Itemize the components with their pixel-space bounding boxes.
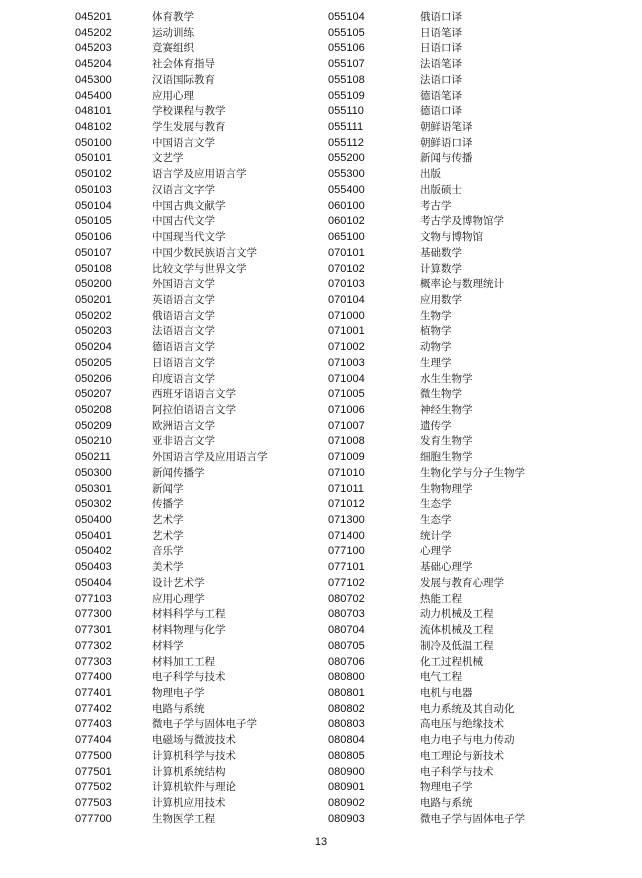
subject-name: 中国少数民族语言文学 — [152, 246, 257, 259]
subject-code: 050204 — [75, 341, 112, 354]
subject-name: 电工理论与新技术 — [420, 749, 504, 762]
subject-code: 077404 — [75, 734, 112, 747]
subject-name: 应用心理 — [152, 89, 194, 102]
subject-code: 077500 — [75, 749, 112, 762]
subject-code: 065100 — [328, 231, 365, 244]
subject-name: 计算机系统结构 — [152, 765, 226, 778]
subject-name: 神经生物学 — [420, 404, 473, 416]
subject-name: 外国语言文学 — [152, 278, 215, 291]
subject-name: 中国现当代文学 — [152, 231, 226, 244]
subject-name: 文艺学 — [152, 152, 184, 165]
subject-name: 计算机应用技术 — [152, 797, 226, 809]
subject-code: 077403 — [75, 718, 112, 731]
subject-name: 生态学 — [420, 498, 452, 511]
subject-name: 概率论与数理统计 — [420, 278, 504, 291]
subject-name: 体育教学 — [152, 11, 194, 23]
subject-name: 新闻与传播 — [420, 152, 473, 165]
subject-code: 080900 — [328, 765, 365, 778]
subject-name: 考古学 — [420, 199, 452, 212]
subject-name: 美术学 — [152, 561, 184, 574]
subject-code: 077502 — [75, 781, 112, 794]
subject-code: 071004 — [328, 372, 365, 385]
subject-code: 070102 — [328, 262, 365, 275]
subject-code: 055200 — [328, 152, 365, 165]
subject-code: 055109 — [328, 89, 365, 102]
subject-name: 生态学 — [420, 514, 452, 527]
subject-code: 045201 — [75, 11, 112, 23]
subject-code: 050207 — [75, 388, 112, 401]
subject-code: 080705 — [328, 639, 365, 652]
subject-name: 计算机软件与理论 — [152, 781, 236, 794]
subject-name: 电路与系统 — [420, 797, 473, 809]
subject-code: 077100 — [328, 545, 365, 558]
subject-name: 竞赛组织 — [152, 42, 194, 55]
subject-name: 水生生物学 — [420, 372, 473, 385]
subject-name: 微电子学与固体电子学 — [420, 812, 525, 825]
subject-code: 071003 — [328, 356, 365, 369]
subject-name: 俄语语言文学 — [152, 309, 215, 322]
subject-code: 071002 — [328, 341, 365, 354]
subject-code: 080901 — [328, 781, 365, 794]
subject-name: 计算机科学与技术 — [152, 749, 236, 762]
subject-code: 070103 — [328, 278, 365, 291]
subject-code: 080703 — [328, 608, 365, 621]
subject-name: 材料科学与工程 — [152, 608, 226, 621]
subject-name: 电磁场与微波技术 — [152, 734, 236, 747]
subject-code: 071001 — [328, 325, 365, 338]
subject-name: 运动训练 — [152, 26, 194, 39]
subject-code: 060102 — [328, 215, 365, 228]
subject-name: 材料加工工程 — [152, 655, 215, 668]
subject-code: 080803 — [328, 718, 365, 731]
subject-name: 英语语言文学 — [152, 293, 215, 306]
subject-name: 新闻学 — [152, 482, 184, 495]
subject-code: 048102 — [75, 121, 112, 134]
subject-code: 055111 — [328, 121, 364, 134]
subject-name: 发育生物学 — [420, 435, 473, 448]
subject-name: 德语语言文学 — [152, 341, 215, 354]
subject-code: 045300 — [75, 73, 112, 86]
subject-code: 080800 — [328, 671, 365, 684]
subject-code: 045400 — [75, 89, 112, 102]
subject-code: 050205 — [75, 356, 112, 369]
subject-code: 071012 — [328, 498, 365, 511]
subject-name: 电子科学与技术 — [420, 765, 494, 778]
subject-name: 印度语言文学 — [152, 372, 215, 385]
subject-name: 汉语言文字学 — [152, 183, 215, 196]
subject-code: 071008 — [328, 435, 365, 448]
subject-code: 055110 — [328, 105, 364, 118]
subject-name: 电子科学与技术 — [152, 671, 226, 684]
subject-name: 法语笔译 — [420, 58, 462, 71]
subject-code: 080702 — [328, 592, 365, 605]
subject-code: 080704 — [328, 624, 365, 637]
subject-code: 077401 — [75, 686, 112, 699]
subject-name: 计算数学 — [420, 262, 462, 275]
subject-code: 050201 — [75, 293, 112, 306]
subject-code: 050404 — [75, 576, 112, 589]
subject-name: 朝鲜语笔译 — [420, 121, 473, 134]
subject-name: 俄语口译 — [420, 11, 462, 23]
subject-name: 比较文学与世界文学 — [152, 262, 247, 275]
subject-name: 法语语言文学 — [152, 325, 215, 338]
subject-code: 077501 — [75, 765, 112, 778]
subject-name: 流体机械及工程 — [420, 624, 494, 637]
subject-code: 050302 — [75, 498, 112, 511]
subject-name: 生物学 — [420, 309, 452, 322]
subject-name: 外国语言学及应用语言学 — [152, 451, 268, 464]
subject-name: 西班牙语语言文学 — [152, 388, 236, 401]
subject-code: 050200 — [75, 278, 112, 291]
subject-code: 050100 — [75, 136, 112, 149]
subject-code: 055400 — [328, 183, 365, 196]
subject-name: 细胞生物学 — [420, 451, 473, 464]
subject-name: 热能工程 — [420, 592, 462, 605]
subject-name: 艺术学 — [152, 514, 184, 527]
subject-name: 基础数学 — [420, 246, 462, 259]
subject-code: 080805 — [328, 749, 365, 762]
subject-name: 学校课程与教学 — [152, 105, 226, 118]
subject-code: 050102 — [75, 168, 112, 181]
subject-code: 045202 — [75, 26, 112, 39]
subject-code: 050107 — [75, 246, 112, 259]
subject-code: 077400 — [75, 671, 112, 684]
subject-code: 077101 — [328, 561, 365, 574]
subject-code: 071006 — [328, 404, 365, 416]
subject-name: 电路与系统 — [152, 702, 205, 715]
subject-code: 077103 — [75, 592, 112, 605]
subject-code: 080804 — [328, 734, 365, 747]
page-number: 13 — [314, 836, 328, 848]
subject-code: 055108 — [328, 73, 365, 86]
subject-name: 统计学 — [420, 529, 452, 542]
subject-code: 050403 — [75, 561, 112, 574]
subject-code: 050103 — [75, 183, 112, 196]
subject-name: 微生物学 — [420, 388, 462, 401]
subject-name: 朝鲜语口译 — [420, 136, 473, 149]
subject-code: 050300 — [75, 466, 112, 479]
subject-code: 050301 — [75, 482, 112, 495]
subject-name: 生物化学与分子生物学 — [420, 466, 525, 479]
subject-name: 物理电子学 — [152, 686, 205, 699]
subject-code: 055300 — [328, 168, 365, 181]
subject-code: 050211 — [75, 451, 111, 464]
subject-name: 学生发展与教育 — [152, 121, 226, 134]
subject-name: 亚非语言文学 — [152, 435, 215, 448]
subject-name: 出版 — [420, 168, 441, 181]
subject-code: 071005 — [328, 388, 365, 401]
subject-code: 077300 — [75, 608, 112, 621]
subject-name: 传播学 — [152, 498, 184, 511]
subject-name: 日语语言文学 — [152, 356, 215, 369]
subject-code: 045204 — [75, 58, 112, 71]
subject-code: 077102 — [328, 576, 365, 589]
subject-code: 048101 — [75, 105, 112, 118]
subject-code: 050401 — [75, 529, 112, 542]
subject-code: 070104 — [328, 293, 365, 306]
subject-code: 080802 — [328, 702, 365, 715]
subject-code: 050208 — [75, 404, 112, 416]
subject-name: 日语笔译 — [420, 26, 462, 39]
subject-code: 050203 — [75, 325, 112, 338]
subject-code: 071011 — [328, 482, 364, 495]
subject-code: 055112 — [328, 136, 364, 149]
subject-name: 出版硕士 — [420, 183, 462, 196]
subject-code: 055106 — [328, 42, 365, 55]
subject-code: 071010 — [328, 466, 365, 479]
subject-name: 遗传学 — [420, 419, 452, 432]
subject-name: 新闻传播学 — [152, 466, 205, 479]
subject-name: 语言学及应用语言学 — [152, 168, 247, 181]
subject-name: 阿拉伯语语言文学 — [152, 404, 236, 416]
subject-code: 080902 — [328, 797, 365, 809]
subject-code: 071009 — [328, 451, 365, 464]
subject-name: 汉语国际教育 — [152, 73, 215, 86]
subject-code: 080903 — [328, 812, 365, 825]
subject-name: 法语口译 — [420, 73, 462, 86]
subject-name: 音乐学 — [152, 545, 184, 558]
subject-name: 考古学及博物馆学 — [420, 215, 504, 228]
subject-code: 055104 — [328, 11, 365, 23]
subject-name: 欧洲语言文学 — [152, 419, 215, 432]
subject-name: 动物学 — [420, 341, 452, 354]
subject-code: 071000 — [328, 309, 365, 322]
subject-name: 基础心理学 — [420, 561, 473, 574]
subject-code: 050106 — [75, 231, 112, 244]
subject-code: 055105 — [328, 26, 365, 39]
subject-code: 050101 — [75, 152, 112, 165]
subject-code: 070101 — [328, 246, 365, 259]
subject-name: 化工过程机械 — [420, 655, 483, 668]
subject-code: 077303 — [75, 655, 112, 668]
subject-code: 080801 — [328, 686, 365, 699]
subject-name: 高电压与绝缘技术 — [420, 718, 504, 731]
subject-code: 045203 — [75, 42, 112, 55]
subject-code: 071300 — [328, 514, 365, 527]
subject-code: 077302 — [75, 639, 112, 652]
subject-name: 心理学 — [420, 545, 452, 558]
subject-code: 077503 — [75, 797, 112, 809]
subject-code: 077402 — [75, 702, 112, 715]
subject-name: 日语口译 — [420, 42, 462, 55]
subject-name: 电力系统及其自动化 — [420, 702, 515, 715]
subject-code: 080706 — [328, 655, 365, 668]
subject-name: 生理学 — [420, 356, 452, 369]
subject-code: 050202 — [75, 309, 112, 322]
subject-name: 微电子学与固体电子学 — [152, 718, 257, 731]
subject-code: 055107 — [328, 58, 365, 71]
subject-code: 050402 — [75, 545, 112, 558]
subject-name: 社会体育指导 — [152, 58, 215, 71]
subject-code: 071007 — [328, 419, 365, 432]
subject-name: 动力机械及工程 — [420, 608, 494, 621]
subject-code: 071400 — [328, 529, 365, 542]
subject-code: 050400 — [75, 514, 112, 527]
subject-name: 应用数学 — [420, 293, 462, 306]
subject-name: 材料物理与化学 — [152, 624, 226, 637]
subject-code: 050108 — [75, 262, 112, 275]
subject-name: 生物医学工程 — [152, 812, 215, 825]
subject-code: 050206 — [75, 372, 112, 385]
subject-code: 077301 — [75, 624, 112, 637]
subject-name: 电气工程 — [420, 671, 462, 684]
subject-code: 050105 — [75, 215, 112, 228]
subject-name: 植物学 — [420, 325, 452, 338]
subject-name: 电力电子与电力传动 — [420, 734, 515, 747]
subject-code: 050104 — [75, 199, 112, 212]
subject-name: 生物物理学 — [420, 482, 473, 495]
subject-name: 电机与电器 — [420, 686, 473, 699]
subject-name: 物理电子学 — [420, 781, 473, 794]
subject-name: 发展与教育心理学 — [420, 576, 504, 589]
subject-name: 德语笔译 — [420, 89, 462, 102]
subject-name: 中国语言文学 — [152, 136, 215, 149]
subject-name: 德语口译 — [420, 105, 462, 118]
subject-name: 中国古典文献学 — [152, 199, 226, 212]
subject-code: 060100 — [328, 199, 365, 212]
subject-code: 077700 — [75, 812, 112, 825]
subject-name: 设计艺术学 — [152, 576, 205, 589]
subject-name: 制冷及低温工程 — [420, 639, 494, 652]
subject-name: 中国古代文学 — [152, 215, 215, 228]
subject-name: 文物与博物馆 — [420, 231, 483, 244]
subject-name: 应用心理学 — [152, 592, 205, 605]
subject-name: 艺术学 — [152, 529, 184, 542]
subject-name: 材料学 — [152, 639, 184, 652]
subject-code: 050209 — [75, 419, 112, 432]
subject-code: 050210 — [75, 435, 112, 448]
